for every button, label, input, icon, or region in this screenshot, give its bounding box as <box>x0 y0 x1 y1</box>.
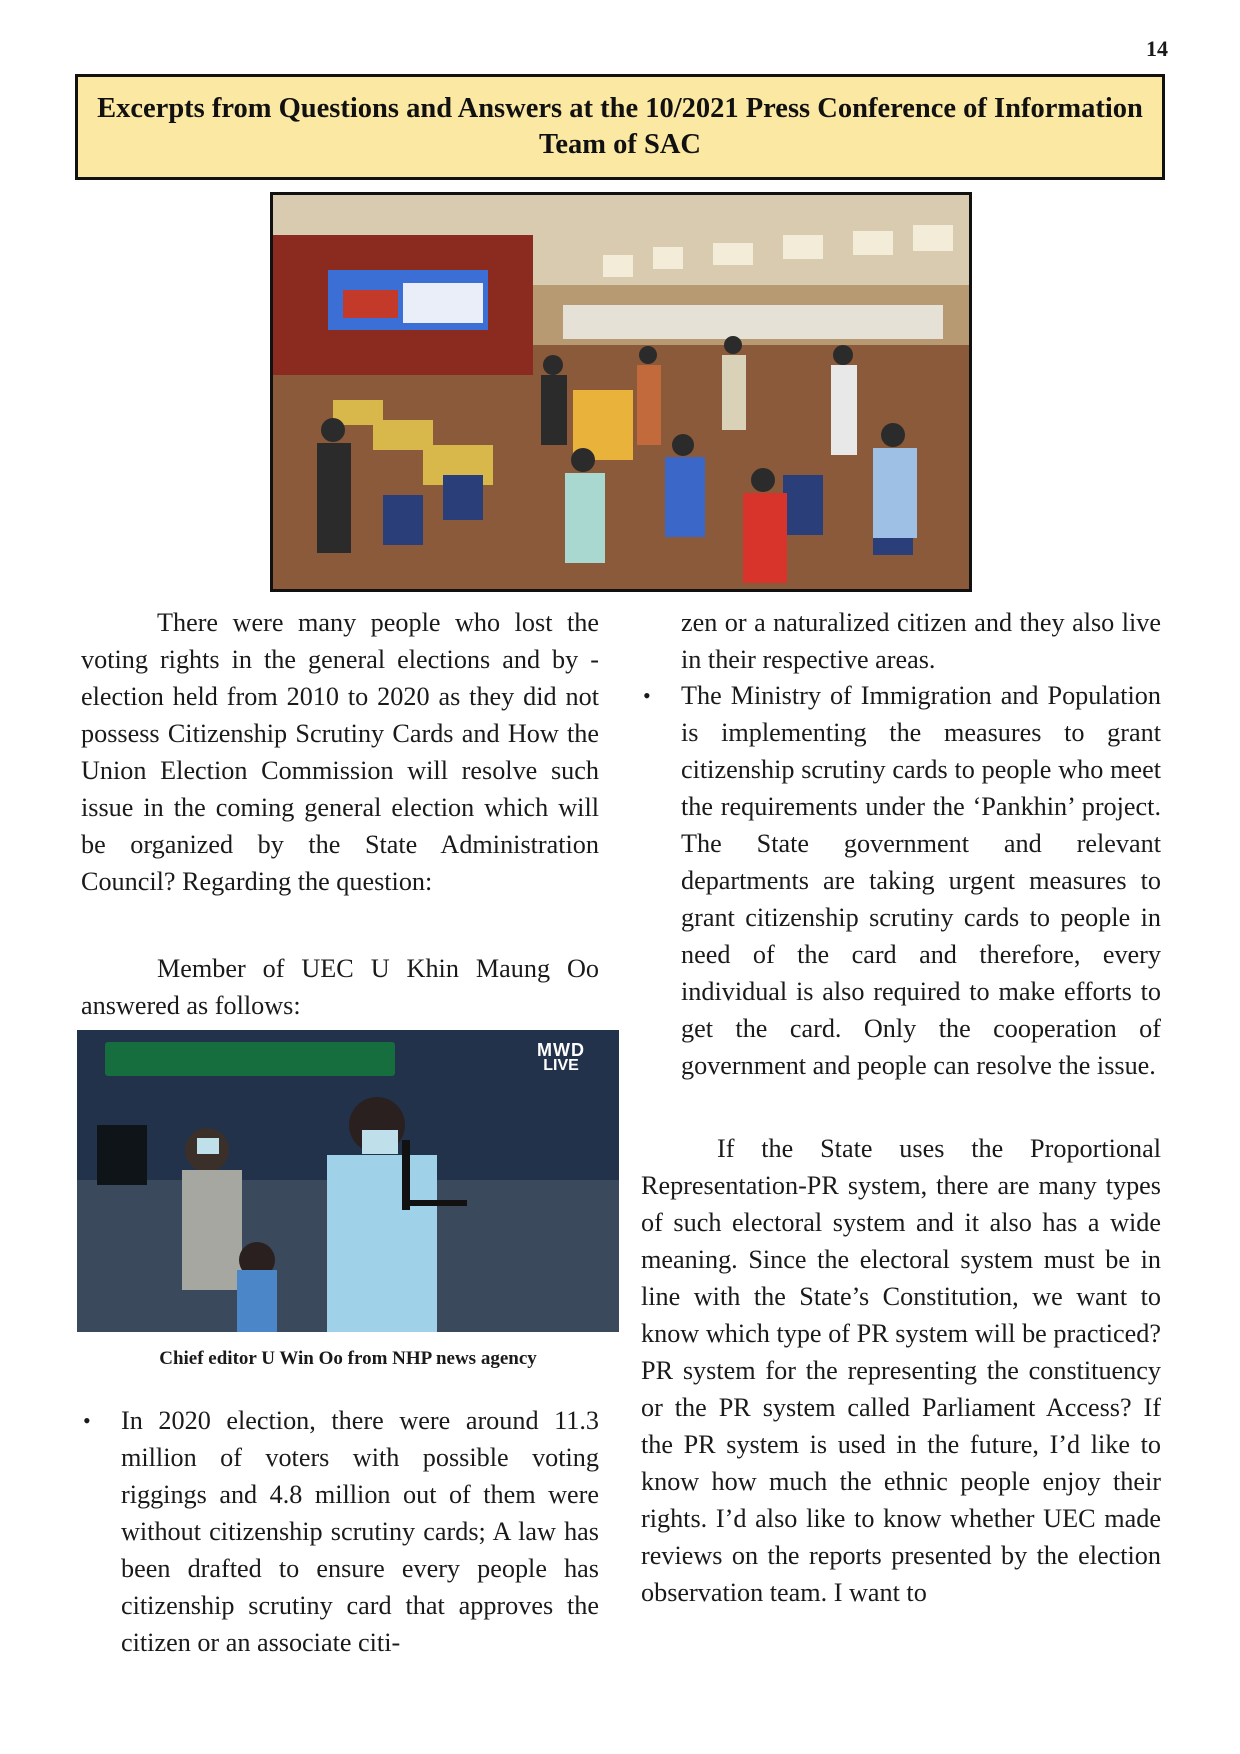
bullet-icon: • <box>83 1408 91 1433</box>
photo-caption: Chief editor U Win Oo from NHP news agency <box>159 1348 537 1369</box>
question-text: There were many people who lost the voting rights in the general elections and by -election held from 2010 to 2020 as they did not possess Citizenship Scrutiny Cards and How the Union Election Commission will resolve such issue in the coming general election which will be organized by the State Administration Council? Regarding the question: <box>81 608 599 896</box>
bullet-item-1 <box>81 1402 599 1661</box>
page-title: Excerpts from Questions and Answers at the 10/2021 Press Conference of Information Team of SAC <box>97 93 1143 160</box>
bullet-icon: • <box>643 683 651 708</box>
title-banner <box>75 74 1165 180</box>
live-badge-brand: MWD <box>537 1040 585 1060</box>
page-number: 14 <box>1146 36 1168 61</box>
question-paragraph <box>81 604 599 900</box>
bullet-text-1: In 2020 election, there were around 11.3 million of voters with possible voting riggings and 4.8 million out of them were without citizenship scrutiny cards; A law has been drafted to ensure every people has citizenship scrutiny card that approves the citizen or an associate citi- <box>121 1406 599 1657</box>
answer-intro-text: Member of UEC U Khin Maung Oo answered as follows: <box>81 954 599 1020</box>
live-badge <box>537 1042 585 1074</box>
chief-editor-photo <box>77 1030 619 1332</box>
bullet-text-1-cont: zen or a naturalized citizen and they also live in their respective areas. <box>681 608 1161 674</box>
bullet-paragraph-2 <box>641 677 1161 1084</box>
second-question <box>641 1130 1161 1611</box>
answer-intro <box>81 950 599 1024</box>
press-conference-photo <box>270 192 972 592</box>
bullet-item-2 <box>641 677 1161 1084</box>
broadcast-banner <box>105 1042 395 1076</box>
bullet-1-continuation <box>641 604 1161 678</box>
press-conference-illustration <box>273 195 969 589</box>
bullet-text-2: The Ministry of Immigration and Population is implementing the measures to grant citizenship scrutiny cards to people who meet the requirements under the ‘Pankhin’ project. The State government and relevant departments are taking urgent measures to grant citizenship scrutiny cards to people in need of the card and therefore, every individual is also required to make efforts to get the card. Only the cooperation of government and people can resolve the issue. <box>681 681 1161 1080</box>
live-badge-label: LIVE <box>543 1057 579 1074</box>
second-question-text: If the State uses the Proportional Representation-PR system, there are many types of such electoral system and it also has a wide meaning. Since the electoral system must be in line with the State’s Constitution, we want to know which type of PR system will be practiced? PR system for the representing the constituency or the PR system called Parliament Access? If the PR system is used in the future, I’d like to know how much the ethnic people enjoy their rights. I’d also like to know whether UEC made reviews on the reports presented by the election observation team. I want to <box>641 1134 1161 1607</box>
bullet-paragraph-1 <box>81 1402 599 1661</box>
